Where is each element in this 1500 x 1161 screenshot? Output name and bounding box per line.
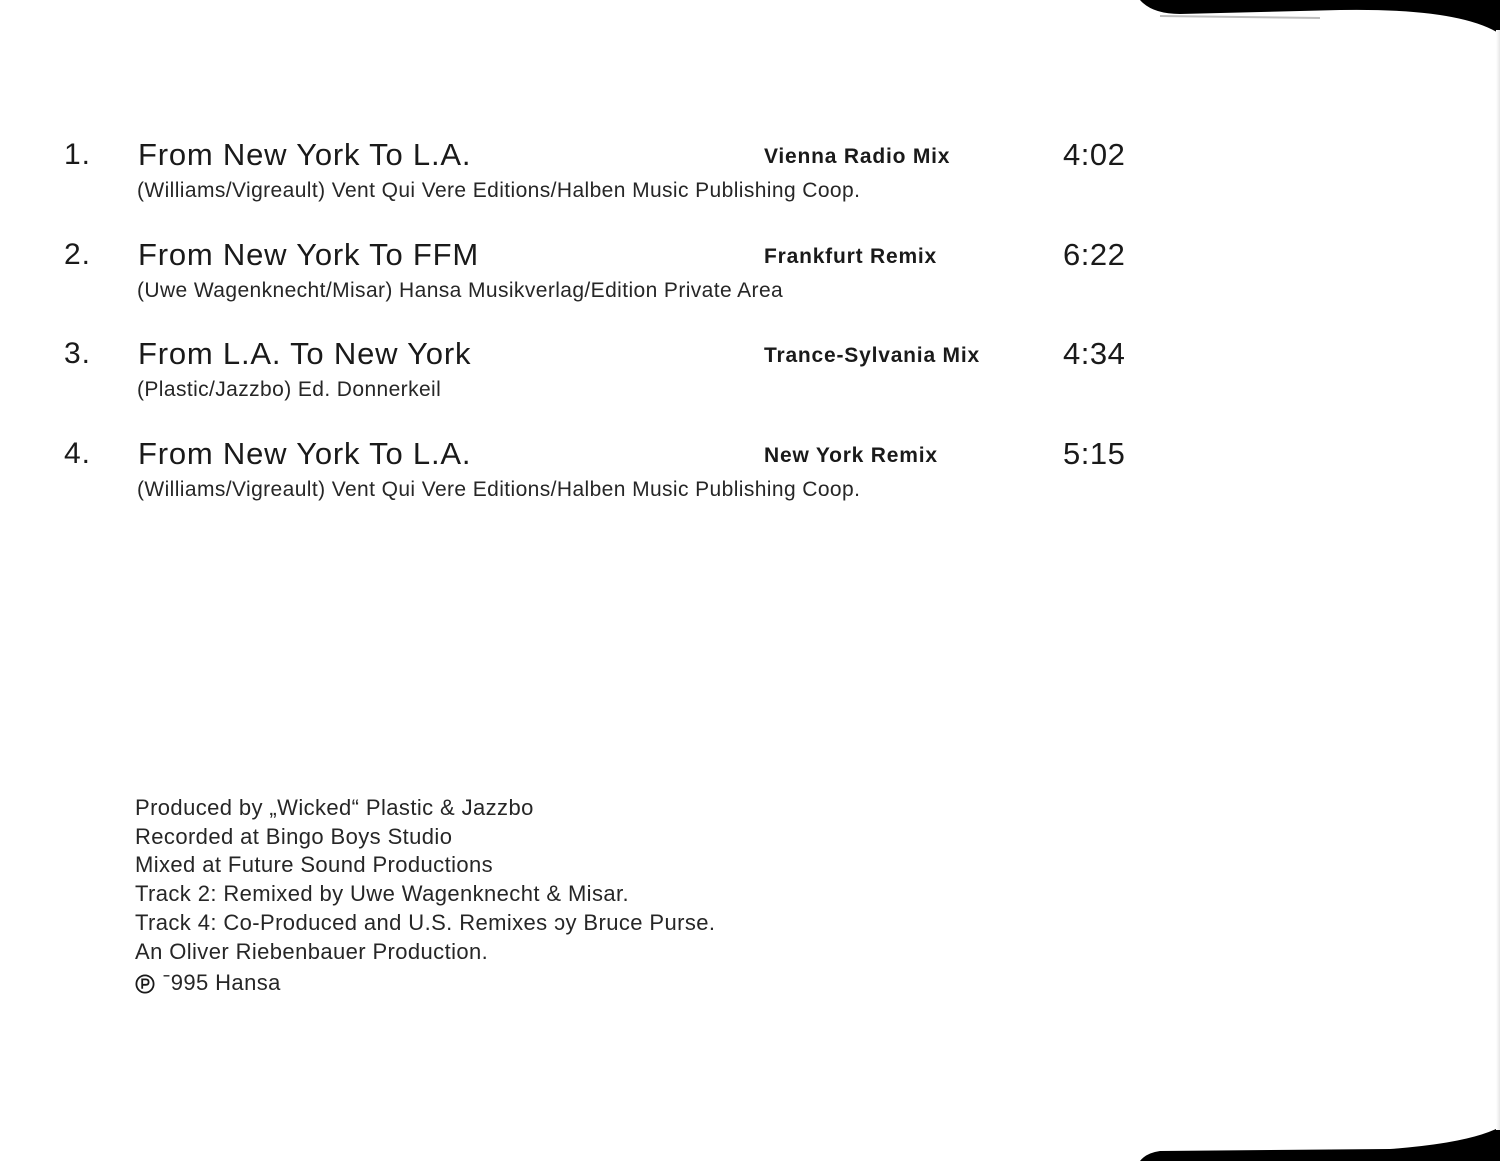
copyright-line: [135, 969, 1035, 998]
track-duration: 6:22: [1063, 237, 1126, 272]
credit-line-mixed: Mixed at Future Sound Productions: [135, 852, 494, 878]
credit-line-recorded: Recorded at Bingo Boys Studio: [135, 823, 453, 849]
track-credits: (Williams/Vigreault) Vent Qui Vere Editions/Halben Music Publishing Coop.: [137, 478, 861, 501]
scan-edge-right: [1496, 30, 1500, 1130]
track-version: New York Remix: [764, 444, 938, 467]
credit-line-track4-remix: Track 4: Co-Produced and U.S. Remixes ɔy Bruce Purse.: [135, 909, 716, 935]
scan-edge-top-right: [1140, 0, 1500, 34]
track-number: 4.: [64, 437, 92, 470]
production-credits: [135, 794, 1035, 998]
track-credits: (Plastic/Jazzbo) Ed. Donnerkeil: [137, 378, 442, 401]
track-duration: 4:02: [1063, 137, 1126, 172]
track-number: 3.: [64, 337, 92, 370]
track-item: [0, 237, 1200, 317]
track-duration: 4:34: [1063, 336, 1126, 371]
track-version: Vienna Radio Mix: [764, 145, 951, 168]
credit-line-track2-remix: Track 2: Remixed by Uwe Wagenknecht & Misar.: [135, 881, 630, 907]
track-title: From New York To FFM: [138, 237, 480, 272]
track-item: [0, 336, 1200, 416]
track-title: From New York To L.A.: [138, 137, 472, 172]
track-version: Trance-Sylvania Mix: [764, 344, 980, 367]
track-number: 1.: [64, 138, 92, 171]
phonogram-icon: [135, 974, 155, 994]
scan-edge-bottom-right: [1140, 1127, 1500, 1161]
track-title: From New York To L.A.: [138, 436, 472, 471]
track-item: [0, 137, 1200, 217]
credit-line-produced: Produced by „Wicked“ Plastic & Jazzbo: [135, 795, 534, 820]
track-duration: 5:15: [1063, 436, 1126, 471]
track-version: Frankfurt Remix: [764, 245, 938, 268]
track-item: [0, 436, 1200, 516]
track-title: From L.A. To New York: [138, 336, 472, 371]
copyright-text: ˉ995 Hansa: [163, 970, 281, 996]
track-credits: (Williams/Vigreault) Vent Qui Vere Editions/Halben Music Publishing Coop.: [137, 179, 861, 202]
credit-line-production: An Oliver Riebenbauer Production.: [135, 938, 489, 964]
track-number: 2.: [64, 238, 92, 271]
track-credits: (Uwe Wagenknecht/Misar) Hansa Musikverlag/Edition Private Area: [137, 279, 784, 302]
